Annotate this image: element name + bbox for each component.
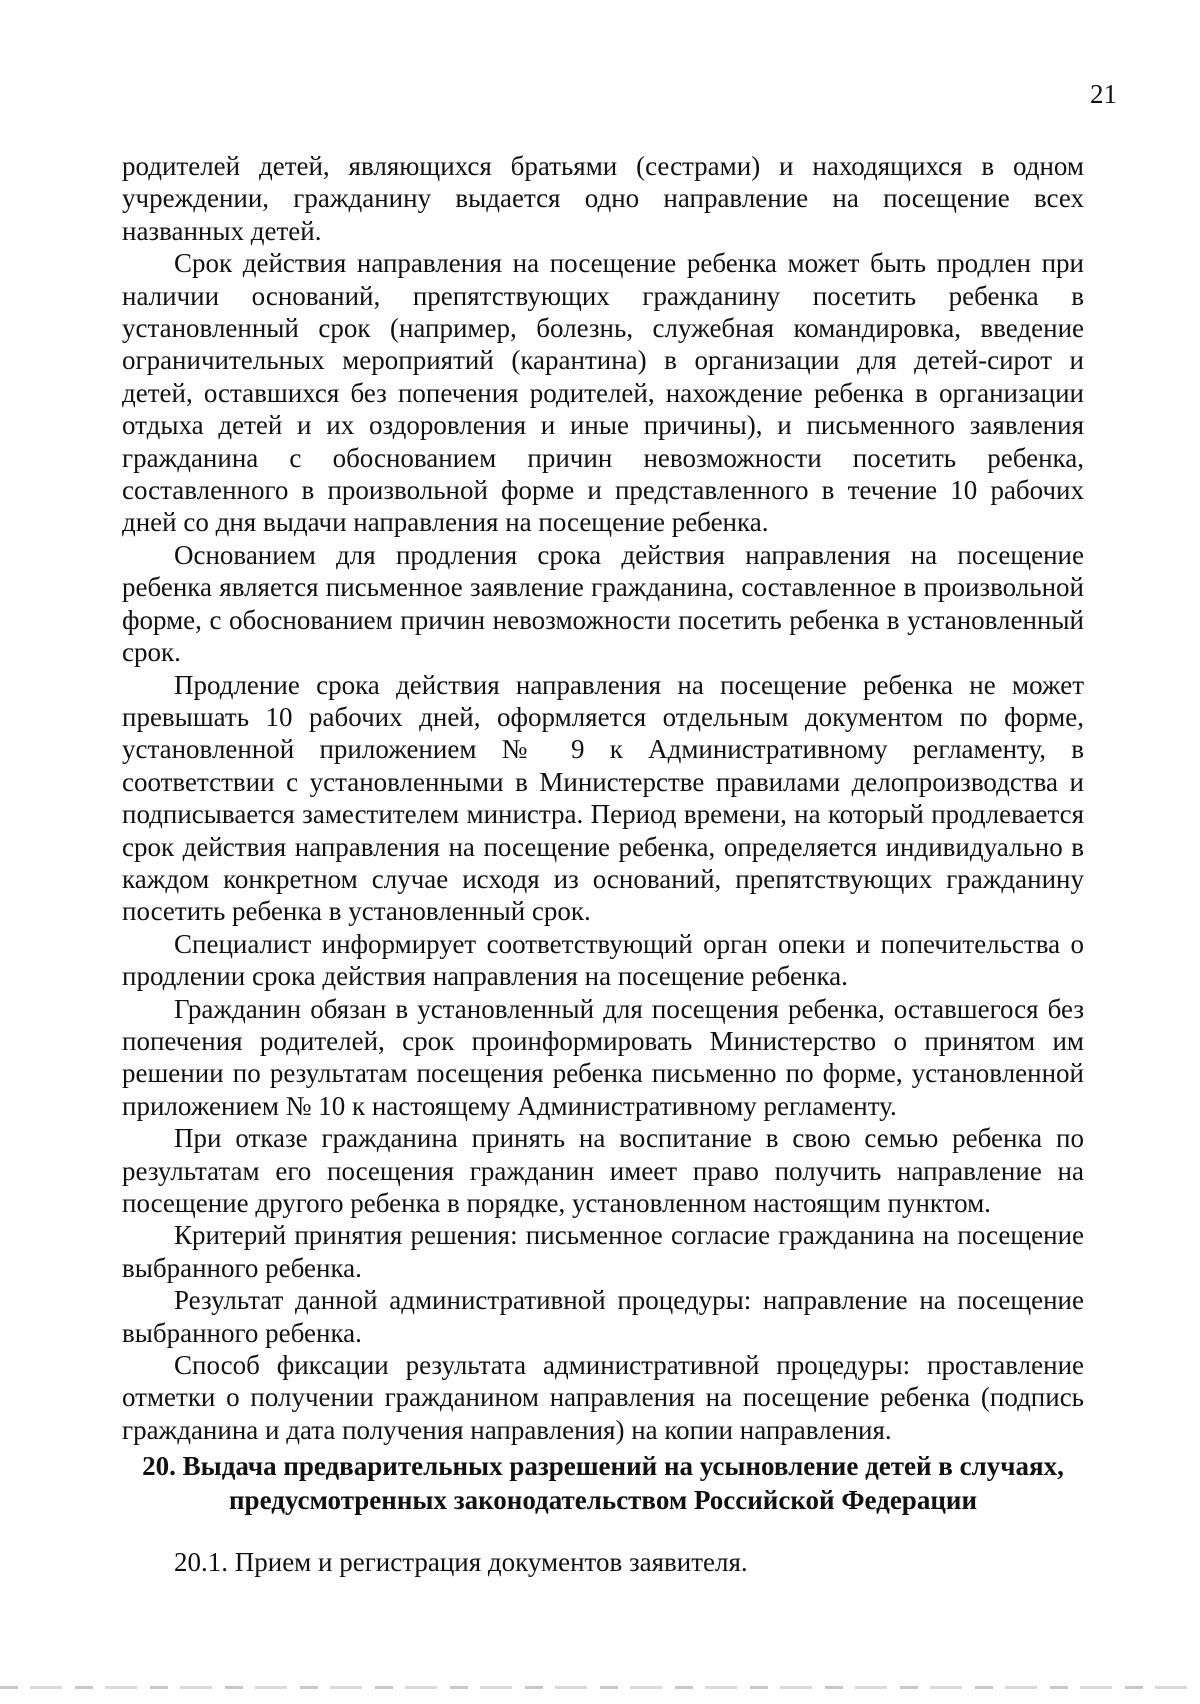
scan-edge-artifact	[0, 1686, 1200, 1689]
paragraph-result-recording: Способ фиксации результата административной процедуры: проставление отметки о получении гражданином направления на посещение ребенка (подпись гражданина и дата получения направления) на копии направления.	[122, 1350, 1084, 1445]
paragraph-specialist-informs: Специалист информирует соответствующий орган опеки и попечительства о продлении срока действия направления на посещение ребенка.	[122, 928, 1084, 992]
paragraph-decision-criterion: Критерий принятия решения: письменное согласие гражданина на посещение выбранного ребенка.	[122, 1220, 1084, 1283]
subitem-20-1: 20.1. Прием и регистрация документов заявителя.	[174, 1547, 748, 1577]
paragraph-procedure-result: Результат данной административной процедуры: направление на посещение выбранного ребенка.	[122, 1285, 1084, 1348]
section-heading: 20. Выдача предварительных разрешений на усыновление детей в случаях, предусмотренных законодательством Российской Федерации	[142, 1451, 1064, 1515]
paragraph-continuation: родителей детей, являющихся братьями (сестрами) и находящихся в одном учреждении, гражданину выдается одно направление на посещение всех названных детей.	[122, 151, 1084, 246]
paragraph-refusal: При отказе гражданина принять на воспитание в свою семью ребенка по результатам его посещения гражданин имеет право получить направление на посещение другого ребенка в порядке, установленном настоящим пунктом.	[122, 1123, 1084, 1218]
paragraph-extension-basis: Основанием для продления срока действия направления на посещение ребенка является письменное заявление гражданина, составленное в произвольной форме, с обоснованием причин невозможности посетить ребенка в установленный срок.	[122, 539, 1084, 668]
document-body	[122, 150, 1084, 1446]
paragraph-citizen-obliged: Гражданин обязан в установленный для посещения ребенка, оставшегося без попечения родителей, срок проинформировать Министерство о принятом им решении по результатам посещения ребенка письменно по форме, установленной приложением № 10 к настоящему Административному регламенту.	[122, 993, 1084, 1121]
page-number: 21	[1090, 79, 1117, 109]
paragraph-extension-term: Срок действия направления на посещение ребенка может быть продлен при наличии оснований, препятствующих гражданину посетить ребенка в установленный срок (например, болезнь, служебная командировка, введение ограничительных мероприятий (карантина) в организации для детей-сирот и детей, оставшихся без попечения родителей, нахождение ребенка в организации отдыха детей и их оздоровления и иные причины), и письменного заявления гражданина с обоснованием причин невозможности посетить ребенка, составленного в произвольной форме и представленного в течение 10 рабочих дней со дня выдачи направления на посещение ребенка.	[122, 248, 1084, 538]
paragraph-extension-limit: Продление срока действия направления на посещение ребенка не может превышать 10 рабочих дней, оформляется отдельным документом по форме, установленной приложением № 9 к Административному регламенту, в соответствии с установленными в Министерстве правилами делопроизводства и подписывается заместителем министра. Период времени, на который продлевается срок действия направления на посещение ребенка, определяется индивидуально в каждом конкретном случае исходя из оснований, препятствующих гражданину посетить ребенка в установленный срок.	[122, 669, 1084, 927]
